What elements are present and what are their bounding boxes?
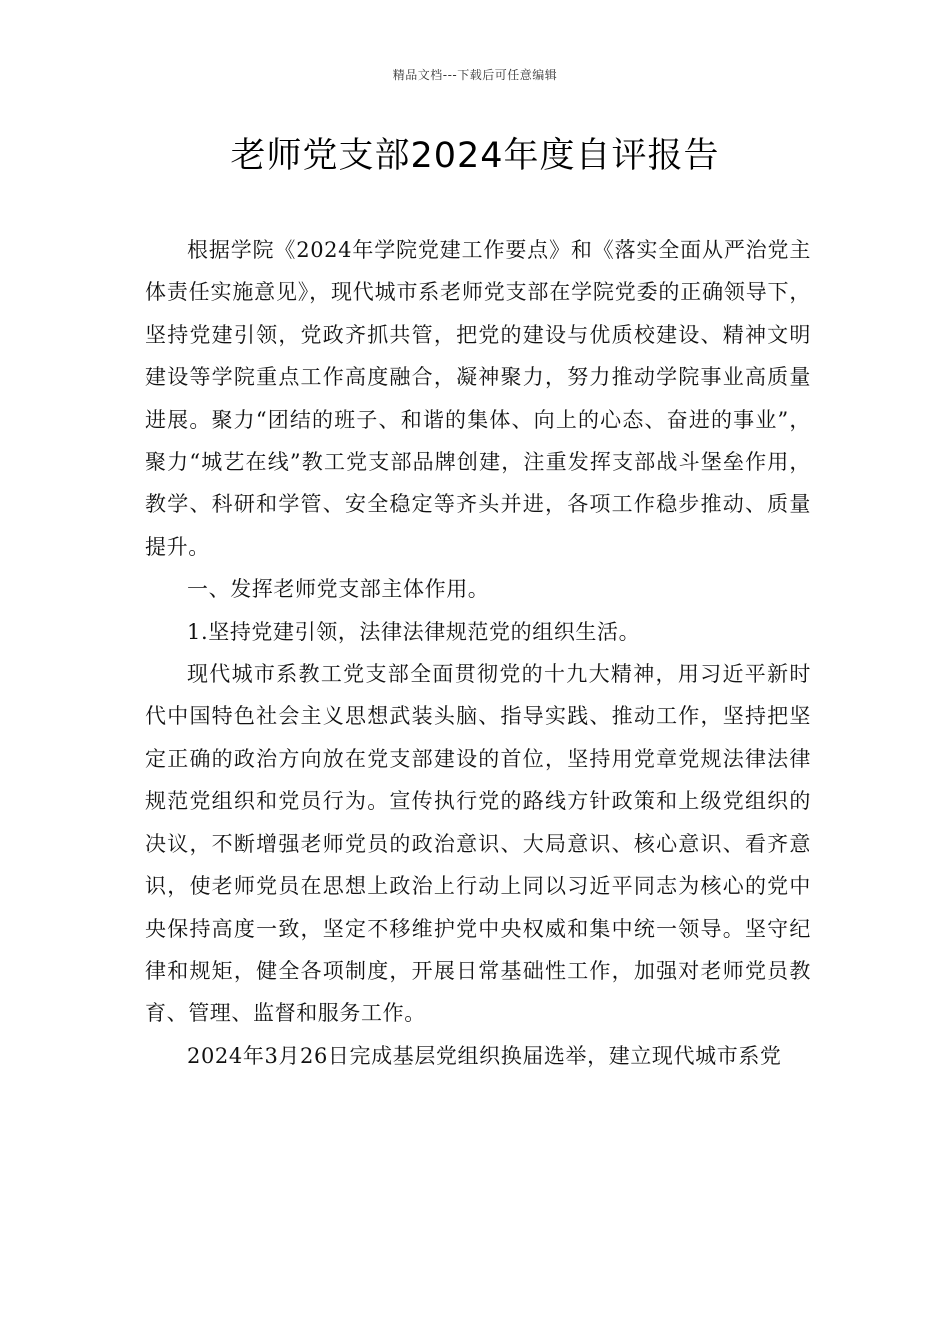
paragraph-party-building: 现代城市系教工党支部全面贯彻党的十九大精神，用习近平新时代中国特色社会主义思想武装头脑、指导实践、推动工作，坚持把坚定正确的政治方向放在党支部建设的首位，坚持用党章党规法律法律规范党组织和党员行为。宣传执行党的路线方针政策和上级党组织的决议，不断增强老师党员的政治意识、大局意识、核心意识、看齐意识，使老师党员在思想上政治上行动上同以习近平同志为核心的党中央保持高度一致，坚定不移维护党中央权威和集中统一领导。坚守纪律和规矩，健全各项制度，开展日常基础性工作，加强对老师党员教育、管理、监督和服务工作。 <box>145 662 811 1026</box>
paragraph-intro: 根据学院《2024年学院党建工作要点》和《落实全面从严治党主体责任实施意见》，现代城市系老师党支部在学院党委的正确领导下，坚持党建引领，党政齐抓共管，把党的建设与优质校建设、精神文明建设等学院重点工作高度融合，凝神聚力，努力推动学院事业高质量进展。聚力“团结的班子、和谐的集体、向上的心态、奋进的事业”，聚力“城艺在线”教工党支部品牌创建，注重发挥支部战斗堡垒作用，教学、科研和学管、安全稳定等齐头并进，各项工作稳步推动、质量提升。 <box>145 238 811 559</box>
subsection-heading-1-1: 1.坚持党建引领，法律法律规范党的组织生活。 <box>187 619 641 644</box>
section-heading-1: 一、发挥老师党支部主体作用。 <box>187 577 490 602</box>
document-body <box>145 229 811 1077</box>
header-note: 精品文档---下载后可任意编辑 <box>392 68 558 82</box>
paragraph-election: 2024年3月26日完成基层党组织换届选举，建立现代城市系党 <box>187 1043 782 1068</box>
document-title: 老师党支部2024年度自评报告 <box>230 136 720 176</box>
